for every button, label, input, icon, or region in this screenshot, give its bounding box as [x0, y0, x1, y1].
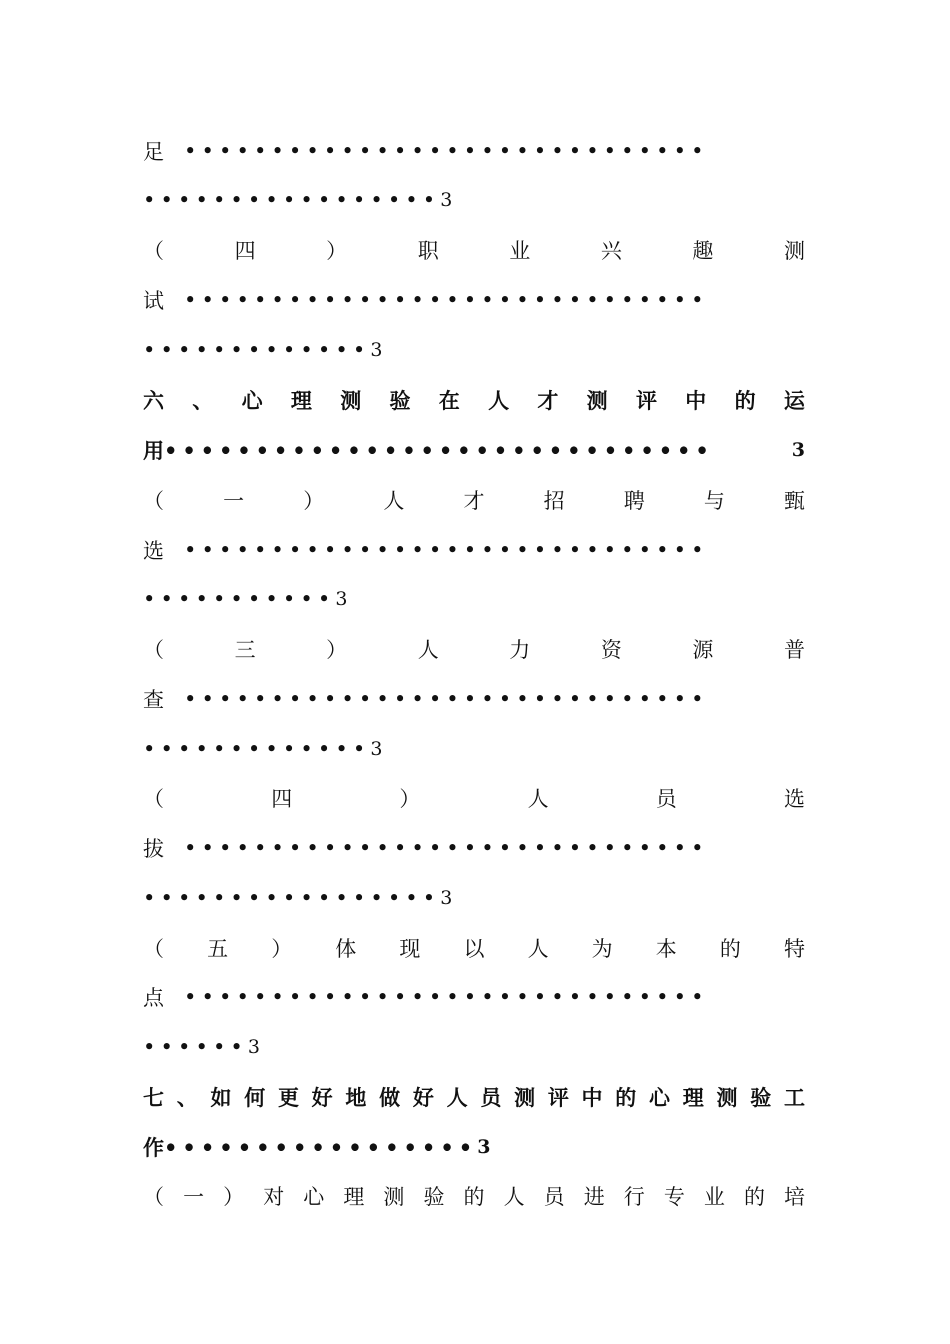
- toc-char: 三: [234, 638, 256, 662]
- toc-entry-head: 作: [143, 1135, 164, 1160]
- toc-char: 业: [509, 239, 531, 263]
- toc-line-5: [143, 330, 805, 370]
- toc-char: 四: [234, 239, 256, 263]
- toc-char: 趣: [692, 239, 714, 263]
- toc-char: 聘: [623, 489, 645, 513]
- toc-char: ）: [326, 638, 348, 662]
- toc-line-15: [143, 828, 805, 868]
- toc-char: （: [143, 1185, 164, 1209]
- toc-line-1: [143, 131, 805, 171]
- toc-char: 对: [263, 1185, 285, 1209]
- toc-char: 测: [783, 239, 805, 263]
- toc-char: 的: [463, 1185, 485, 1209]
- toc-char: 人: [383, 489, 405, 513]
- toc-leader-dots: •••••••••••: [143, 587, 336, 611]
- toc-line-9: [143, 530, 805, 570]
- toc-char: 人: [503, 1185, 525, 1209]
- toc-page-number: 3: [440, 887, 453, 909]
- toc-char: 工: [783, 1085, 805, 1110]
- toc-char: 人: [417, 638, 439, 662]
- toc-char: 验: [423, 1185, 445, 1209]
- toc-char: 进: [583, 1185, 605, 1209]
- toc-entry-head: 点: [143, 986, 164, 1010]
- toc-line-10: [143, 579, 805, 619]
- toc-char: 好: [412, 1085, 434, 1110]
- toc-char: 体: [335, 937, 357, 961]
- toc-line-20: [143, 1077, 805, 1117]
- toc-char: 职: [417, 239, 439, 263]
- toc-char: 的: [719, 937, 741, 961]
- toc-char: 测: [586, 388, 608, 413]
- toc-page-number: 3: [791, 439, 805, 461]
- toc-char: 员: [655, 787, 677, 811]
- toc-char: （: [143, 787, 164, 811]
- toc-char: 人: [527, 937, 549, 961]
- toc-leader-dots: ••••••••••••••••••••••••••••••: [184, 985, 709, 1009]
- toc-char: 中: [581, 1085, 603, 1110]
- toc-leader-dots: •••••••••••••: [143, 338, 371, 362]
- toc-char: 兴: [600, 239, 622, 263]
- toc-line-17: [143, 928, 805, 968]
- toc-char: 六: [143, 388, 164, 413]
- toc-entry-head: 选: [143, 539, 164, 563]
- toc-char: 心: [241, 388, 263, 413]
- toc-char: 如: [210, 1085, 232, 1110]
- toc-char: ）: [399, 787, 421, 811]
- toc-char: 专: [663, 1185, 685, 1209]
- toc-leader-dots: •••••••••••••••••: [164, 1134, 478, 1160]
- toc-line-14: [143, 778, 805, 818]
- toc-char: 以: [463, 937, 485, 961]
- toc-leader-dots: •••••••••••••: [143, 737, 371, 761]
- toc-char: ）: [326, 239, 348, 263]
- toc-char: 测: [340, 388, 362, 413]
- toc-char: 才: [537, 388, 559, 413]
- toc-line-19: [143, 1027, 805, 1067]
- toc-char: （: [143, 937, 164, 961]
- toc-char: 理: [343, 1185, 365, 1209]
- toc-line-13: [143, 729, 805, 769]
- toc-char: 员: [480, 1085, 502, 1110]
- toc-char: 心: [649, 1085, 671, 1110]
- toc-line-8: [143, 480, 805, 520]
- toc-char: 培: [784, 1185, 805, 1209]
- toc-char: 人: [446, 1085, 468, 1110]
- toc-char: 一: [223, 489, 245, 513]
- toc-page-number: 3: [477, 1136, 491, 1158]
- toc-char: 理: [682, 1085, 704, 1110]
- toc-leader-dots: ••••••••••••••••••••••••••••••: [184, 836, 709, 860]
- toc-char: 更: [277, 1085, 299, 1110]
- toc-entry-head: 试: [143, 289, 164, 313]
- toc-char: 评: [547, 1085, 569, 1110]
- toc-leader-dots: •••••••••••••••••: [143, 886, 441, 910]
- toc-char: 、: [192, 388, 214, 413]
- toc-leader-dots: ••••••••••••••••••••••••••••••: [184, 538, 709, 562]
- toc-leader-dots: ••••••••••••••••••••••••••••••: [164, 437, 714, 463]
- toc-char: （: [143, 489, 164, 513]
- toc-char: 验: [389, 388, 411, 413]
- toc-char: 中: [685, 388, 707, 413]
- toc-char: 招: [543, 489, 565, 513]
- toc-char: 运: [783, 388, 805, 413]
- toc-char: 的: [734, 388, 756, 413]
- toc-char: （: [143, 239, 164, 263]
- toc-entry-head: 用: [143, 438, 164, 463]
- toc-leader-dots: ••••••: [143, 1035, 248, 1059]
- toc-char: 心: [303, 1185, 325, 1209]
- toc-char: 资: [600, 638, 622, 662]
- toc-char: 的: [743, 1185, 765, 1209]
- toc-line-2: [143, 180, 805, 220]
- toc-char: 力: [509, 638, 531, 662]
- toc-char: 、: [176, 1085, 198, 1110]
- toc-char: （: [143, 638, 164, 662]
- toc-page-number: 3: [335, 588, 348, 610]
- toc-char: 与: [703, 489, 725, 513]
- toc-char: 选: [783, 787, 805, 811]
- toc-line-4: [143, 280, 805, 320]
- toc-char: 验: [750, 1085, 772, 1110]
- toc-char: 做: [379, 1085, 401, 1110]
- toc-char: 人: [488, 388, 510, 413]
- toc-leader-dots: ••••••••••••••••••••••••••••••: [184, 288, 709, 312]
- toc-line-7: [143, 430, 805, 470]
- toc-char: 为: [591, 937, 613, 961]
- toc-line-6: [143, 380, 805, 420]
- toc-char: ）: [223, 1185, 245, 1209]
- toc-char: 测: [514, 1085, 536, 1110]
- toc-char: ）: [271, 937, 293, 961]
- toc-char: 现: [399, 937, 421, 961]
- toc-char: 特: [783, 937, 805, 961]
- toc-char: 五: [207, 937, 229, 961]
- toc-leader-dots: •••••••••••••••••: [143, 188, 441, 212]
- toc-char: 测: [383, 1185, 405, 1209]
- toc-line-18: [143, 977, 805, 1017]
- toc-line-12: [143, 679, 805, 719]
- toc-char: 普: [783, 638, 805, 662]
- toc-line-11: [143, 629, 805, 669]
- toc-char: 才: [463, 489, 485, 513]
- toc-char: 好: [311, 1085, 333, 1110]
- toc-char: 一: [183, 1185, 205, 1209]
- toc-char: 甄: [784, 489, 805, 513]
- toc-char: 测: [716, 1085, 738, 1110]
- toc-char: 四: [271, 787, 293, 811]
- toc-char: ）: [303, 489, 325, 513]
- toc-page-number: 3: [247, 1036, 261, 1058]
- toc-page-number: 3: [440, 189, 453, 211]
- toc-char: 七: [143, 1085, 164, 1110]
- toc-entry-head: 拔: [143, 837, 164, 861]
- toc-char: 何: [244, 1085, 266, 1110]
- toc-char: 本: [655, 937, 677, 961]
- toc-line-21: [143, 1127, 805, 1167]
- toc-page-number: 3: [370, 738, 383, 760]
- toc-char: 地: [345, 1085, 367, 1110]
- toc-char: 员: [543, 1185, 565, 1209]
- toc-leader-dots: ••••••••••••••••••••••••••••••: [184, 139, 709, 163]
- toc-char: 在: [438, 388, 460, 413]
- toc-char: 源: [692, 638, 714, 662]
- toc-char: 人: [527, 787, 549, 811]
- toc-leader-dots: ••••••••••••••••••••••••••••••: [184, 687, 709, 711]
- toc-line-16: [143, 878, 805, 918]
- toc-page-number: 3: [370, 339, 383, 361]
- toc-char: 的: [615, 1085, 637, 1110]
- toc-entry-head: 查: [143, 688, 164, 712]
- toc-char: 行: [623, 1185, 645, 1209]
- toc-line-3: [143, 230, 805, 270]
- toc-char: 理: [290, 388, 312, 413]
- toc-line-22: [143, 1176, 805, 1216]
- toc-entry-head: 足: [143, 140, 164, 164]
- toc-char: 评: [635, 388, 657, 413]
- toc-char: 业: [703, 1185, 725, 1209]
